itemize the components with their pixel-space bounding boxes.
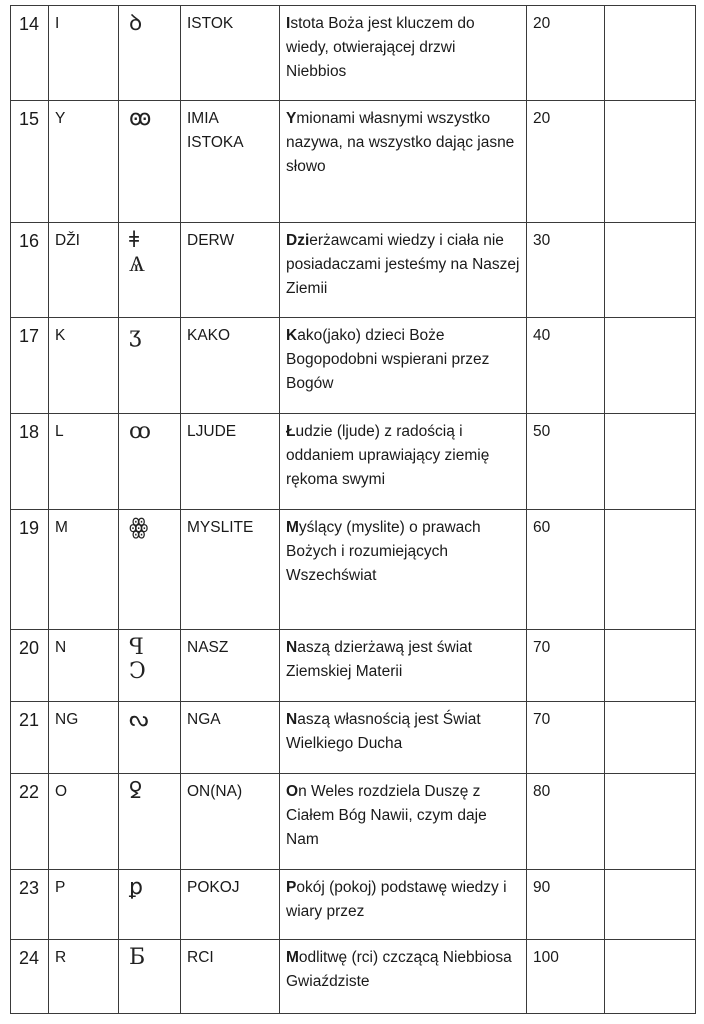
rune-glyph: ꟼ (129, 635, 144, 660)
numeric-value: 80 (527, 774, 605, 870)
glyph-cell (119, 101, 181, 223)
row-number: 23 (11, 870, 49, 940)
meaning-initial: Y (286, 110, 297, 127)
rune-glyph: Ͻ (129, 659, 146, 684)
letter-meaning (280, 6, 527, 101)
latin-letter: M (49, 510, 119, 630)
letter-name: NGA (181, 702, 280, 774)
table-row (11, 6, 696, 101)
rune-glyph: Ѧ (129, 252, 145, 277)
latin-letter: N (49, 630, 119, 702)
latin-letter: DŽI (49, 223, 119, 318)
meaning-initial: M (286, 949, 299, 966)
rune-glyph: ᔓ (129, 707, 149, 732)
letter-name: POKOJ (181, 870, 280, 940)
letter-meaning (280, 223, 527, 318)
rune-glyph: ꝑ (129, 875, 143, 900)
rune-glyph: ǂ (129, 228, 140, 253)
glyph-cell (119, 223, 181, 318)
meaning-text: okój (pokoj) podstawę wiedzy i wiary przez (286, 879, 507, 920)
meaning-initial: O (286, 783, 299, 800)
table-row (11, 702, 696, 774)
rune-glyph: ꝏ (129, 419, 151, 444)
glyph-cell (119, 630, 181, 702)
meaning-text: mionami własnymi wszystko nazywa, na wszystko dając jasne słowo (286, 110, 515, 175)
numeric-value: 90 (527, 870, 605, 940)
empty-cell (605, 318, 696, 414)
latin-letter: R (49, 940, 119, 1014)
letter-name: RCI (181, 940, 280, 1014)
rune-glyph: ʒ (129, 323, 142, 348)
numeric-value: 60 (527, 510, 605, 630)
empty-cell (605, 870, 696, 940)
letter-name: IMIA ISTOKA (181, 101, 280, 223)
empty-cell (605, 101, 696, 223)
letter-meaning (280, 774, 527, 870)
rune-glyph: Ƃ (129, 945, 146, 970)
latin-letter: Y (49, 101, 119, 223)
empty-cell (605, 630, 696, 702)
letter-meaning (280, 870, 527, 940)
rune-glyph: ꙮ (129, 515, 149, 540)
meaning-initial: N (286, 711, 298, 728)
row-number: 20 (11, 630, 49, 702)
letter-name: LJUDE (181, 414, 280, 510)
glyph-cell (119, 510, 181, 630)
meaning-text: stota Boża jest kluczem do wiedy, otwierającej drzwi Niebbios (286, 15, 475, 80)
letter-name: ON(NA) (181, 774, 280, 870)
meaning-initial: Ł (286, 423, 296, 440)
meaning-text: erżawcami wiedzy i ciała nie posiadaczami jesteśmy na Naszej Ziemii (286, 232, 520, 297)
numeric-value: 30 (527, 223, 605, 318)
letter-meaning (280, 414, 527, 510)
meaning-text: udzie (ljude) z radością i oddaniem uprawiający ziemię rękoma swymi (286, 423, 490, 488)
row-number: 21 (11, 702, 49, 774)
numeric-value: 70 (527, 630, 605, 702)
numeric-value: 70 (527, 702, 605, 774)
glyph-cell (119, 870, 181, 940)
table-row (11, 940, 696, 1014)
table-row (11, 870, 696, 940)
meaning-text: ako(jako) dzieci Boże Bogopodobni wspierani przez Bogów (286, 327, 490, 392)
row-number: 19 (11, 510, 49, 630)
latin-letter: K (49, 318, 119, 414)
table-row (11, 101, 696, 223)
empty-cell (605, 774, 696, 870)
numeric-value: 20 (527, 101, 605, 223)
numeric-value: 50 (527, 414, 605, 510)
latin-letter: L (49, 414, 119, 510)
letter-meaning (280, 318, 527, 414)
numeric-value: 20 (527, 6, 605, 101)
latin-letter: P (49, 870, 119, 940)
table-row (11, 630, 696, 702)
latin-letter: O (49, 774, 119, 870)
numeric-value: 100 (527, 940, 605, 1014)
rune-glyph: ꝺ (129, 11, 143, 36)
meaning-initial: M (286, 519, 299, 536)
glyph-cell (119, 6, 181, 101)
letter-name: NASZ (181, 630, 280, 702)
empty-cell (605, 414, 696, 510)
meaning-text: aszą własnością jest Świat Wielkiego Ducha (286, 711, 481, 752)
meaning-initial: P (286, 879, 297, 896)
letter-meaning (280, 940, 527, 1014)
empty-cell (605, 6, 696, 101)
meaning-initial: N (286, 639, 298, 656)
glyph-cell (119, 940, 181, 1014)
empty-cell (605, 702, 696, 774)
row-number: 18 (11, 414, 49, 510)
glyph-cell (119, 774, 181, 870)
table-row (11, 414, 696, 510)
row-number: 17 (11, 318, 49, 414)
row-number: 16 (11, 223, 49, 318)
meaning-text: odlitwę (rci) czczącą Niebbiosa Gwiaździste (286, 949, 512, 990)
row-number: 22 (11, 774, 49, 870)
letter-meaning (280, 630, 527, 702)
empty-cell (605, 223, 696, 318)
letter-meaning (280, 101, 527, 223)
glyph-cell (119, 318, 181, 414)
table-row (11, 510, 696, 630)
row-number: 15 (11, 101, 49, 223)
meaning-initial: K (286, 327, 298, 344)
empty-cell (605, 510, 696, 630)
letter-name: ISTOK (181, 6, 280, 101)
alphabet-table (10, 5, 696, 1014)
letter-meaning (280, 510, 527, 630)
table-row (11, 774, 696, 870)
meaning-initial: I (286, 15, 291, 32)
meaning-text: yślący (myslite) o prawach Bożych i rozumiejących Wszechświat (286, 519, 481, 584)
letter-name: KAKO (181, 318, 280, 414)
letter-name: MYSLITE (181, 510, 280, 630)
rune-glyph: ꝿ (129, 779, 142, 804)
empty-cell (605, 940, 696, 1014)
row-number: 24 (11, 940, 49, 1014)
meaning-initial: Dzi (286, 232, 310, 249)
letter-name: DERW (181, 223, 280, 318)
latin-letter: NG (49, 702, 119, 774)
rune-glyph: ꙭ (129, 106, 152, 131)
table-row (11, 318, 696, 414)
row-number: 14 (11, 6, 49, 101)
glyph-cell (119, 414, 181, 510)
table-row (11, 223, 696, 318)
meaning-text: aszą dzierżawą jest świat Ziemskiej Materii (286, 639, 473, 680)
letter-meaning (280, 702, 527, 774)
numeric-value: 40 (527, 318, 605, 414)
glyph-cell (119, 702, 181, 774)
latin-letter: I (49, 6, 119, 101)
meaning-text: n Weles rozdziela Duszę z Ciałem Bóg Nawii, czym daje Nam (286, 783, 487, 848)
